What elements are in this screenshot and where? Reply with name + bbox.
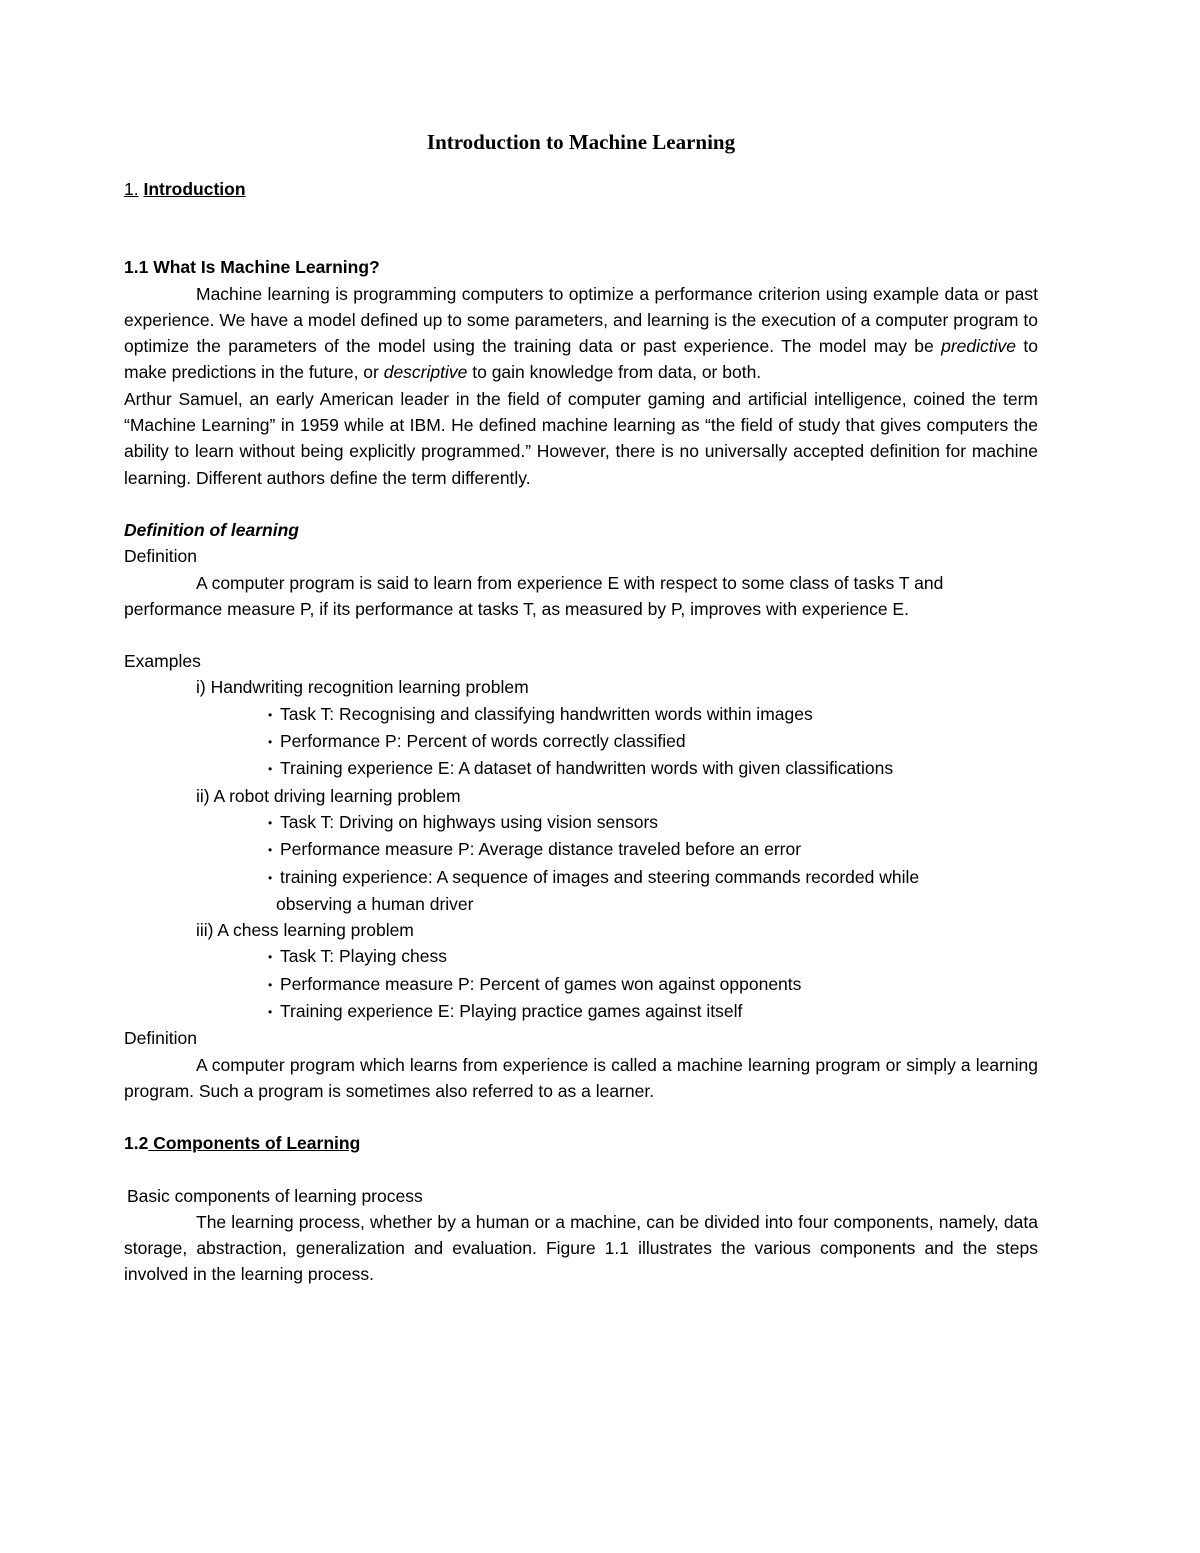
document-body [124,126,1038,1288]
bullet-icon: • [268,707,273,722]
bullet-text: Training experience E: Playing practice games against itself [280,1001,743,1022]
definition-2-text: A computer program which learns from experience is called a machine learning program or simply a learning program. Such a program is sometimes also referred to as a learner. [124,1054,1038,1101]
section-1-2-number: 1.2 [124,1133,149,1154]
bullet-text: Performance P: Percent of words correctly classified [280,731,686,752]
list-item [124,728,1038,755]
definition-text: A computer program is said to learn from experience E with respect to some class of tasks T and performance measure P, if its performance at tasks T, as measured by P, improves with experience E. [124,572,944,619]
example-1-title: i) Handwriting recognition learning problem [196,677,529,698]
section-1-heading [124,176,1038,202]
section-1-title: Introduction [143,179,246,199]
list-item [124,998,1038,1025]
definition-of-learning-heading: Definition of learning [124,519,299,540]
list-item [124,809,1038,836]
spacer [124,1104,1038,1130]
list-item [124,943,1038,970]
para1-part-c: to gain knowledge from data, or both. [467,362,762,383]
para1-part-a: Machine learning is programming computers to optimize a performance criterion using example data or past experience. We have a model defined up to some parameters, and learning is the execution of a computer program to optimize the parameters of the model using the training data or past experience. The model may be [124,283,1038,357]
bullet-text: training experience: A sequence of images and steering commands recorded while [280,866,920,887]
learning-process-paragraph: The learning process, whether by a human or a machine, can be divided into four components, namely, data storage, abstraction, generalization and evaluation. Figure 1.1 illustrates the various components and the steps involved in the learning process. [124,1211,1038,1285]
examples-label: Examples [124,651,201,672]
bullet-icon: • [268,870,273,885]
section-1-number: 1. [124,179,139,199]
bullet-continuation: observing a human driver [276,893,474,914]
spacer [124,1157,1038,1183]
descriptive-term: descriptive [383,362,468,383]
bullet-text: Task T: Playing chess [280,946,447,967]
spacer [124,622,1038,648]
list-item [124,836,1038,863]
basic-components-subheading: Basic components of learning process [127,1185,423,1206]
document-title: Introduction to Machine Learning [426,130,736,154]
definition-label: Definition [124,546,197,567]
example-3-title: iii) A chess learning problem [196,920,414,941]
bullet-icon: • [268,762,273,777]
list-item [124,971,1038,998]
example-2-title: ii) A robot driving learning problem [196,785,461,806]
bullet-text: Performance measure P: Percent of games won against opponents [280,973,802,994]
para1-part-b: to make predictions in the future, or [124,336,1038,383]
definition-2-label: Definition [124,1028,197,1049]
bullet-text: Task T: Recognising and classifying handwritten words within images [280,703,813,724]
bullet-text: Performance measure P: Average distance traveled before an error [280,839,802,860]
list-item [124,755,1038,782]
bullet-icon: • [268,735,273,750]
bullet-icon: • [268,1005,273,1020]
arthur-samuel-paragraph: Arthur Samuel, an early American leader in the field of computer gaming and artificial intelligence, coined the term “Machine Learning” in 1959 while at IBM. He defined machine learning as “the field of study that gives computers the ability to learn without being explicitly programmed.” However, there is no universally accepted definition for machine learning. Different authors define the term differently. [124,388,1038,488]
section-1-2-heading [124,1130,1038,1156]
bullet-text: Training experience E: A dataset of handwritten words with given classifications [280,758,894,779]
bullet-icon: • [268,843,273,858]
list-item [124,864,1038,918]
list-item [124,701,1038,728]
spacer [124,491,1038,517]
section-1-2-title: Components of Learning [148,1133,361,1154]
bullet-icon: • [268,815,273,830]
bullet-icon: • [268,950,273,965]
ml-definition-paragraph [124,281,1038,386]
bullet-icon: • [268,977,273,992]
section-1-1-heading: 1.1 What Is Machine Learning? [124,257,380,278]
predictive-term: predictive [941,336,1016,357]
bullet-text: Task T: Driving on highways using vision sensors [280,811,659,832]
